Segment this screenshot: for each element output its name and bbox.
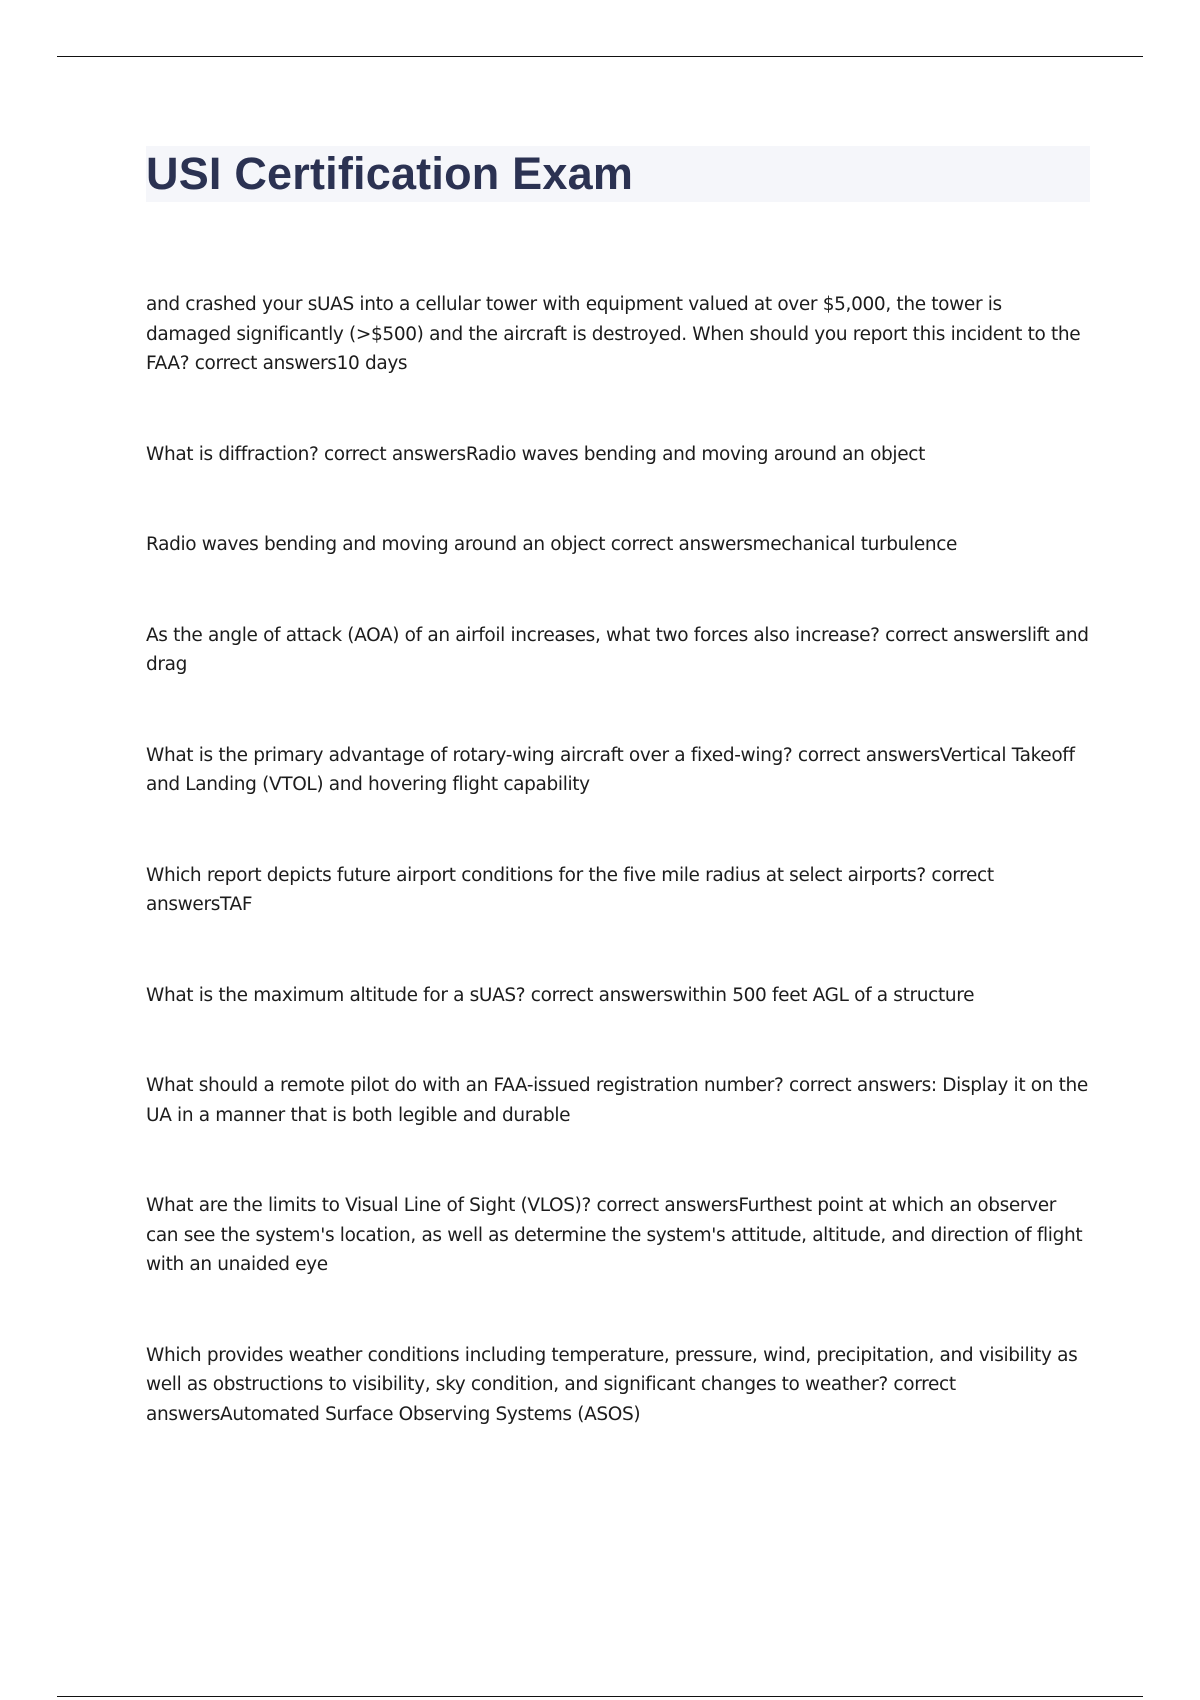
qa-item: What is the maximum altitude for a sUAS? correct answerswithin 500 feet AGL of a structure: [146, 984, 975, 1006]
qa-item: What are the limits to Visual Line of Sight (VLOS)? correct answersFurthest point at which an observer can see the system's location, as well as determine the system's attitude, altitude, and direction of flight with an unaided eye: [146, 1195, 1083, 1275]
qa-item: Radio waves bending and moving around an object correct answersmechanical turbulence: [146, 534, 958, 555]
qa-item: What should a remote pilot do with an FAA-issued registration number? correct answers: Display it on the UA in a manner that is both legible and durable: [146, 1075, 1088, 1126]
qa-item: and crashed your sUAS into a cellular tower with equipment valued at over $5,000, the tower is damaged significantly (>$500) and the aircraft is destroyed. When should you report this incident to the FAA? correct answers10 days: [146, 294, 1081, 374]
qa-item: What is the primary advantage of rotary-wing aircraft over a fixed-wing? correct answersVertical Takeoff and Landing (VTOL) and hovering flight capability: [146, 744, 1075, 795]
bottom-rule: [57, 1696, 1143, 1697]
qa-item: Which provides weather conditions including temperature, pressure, wind, precipitation, and visibility as well as obstructions to visibility, sky condition, and significant changes to weather? correct answersAutomated Surface Observing Systems (ASOS): [146, 1344, 1078, 1425]
document-title: USI Certification Exam: [146, 148, 634, 199]
qa-item: Which report depicts future airport conditions for the five mile radius at select airports? correct answersTAF: [146, 864, 994, 915]
qa-list: [146, 290, 1090, 1490]
qa-item: What is diffraction? correct answersRadio waves bending and moving around an object: [146, 443, 925, 465]
qa-item: As the angle of attack (AOA) of an airfoil increases, what two forces also increase? correct answerslift and drag: [146, 624, 1089, 675]
top-rule: [57, 56, 1143, 57]
